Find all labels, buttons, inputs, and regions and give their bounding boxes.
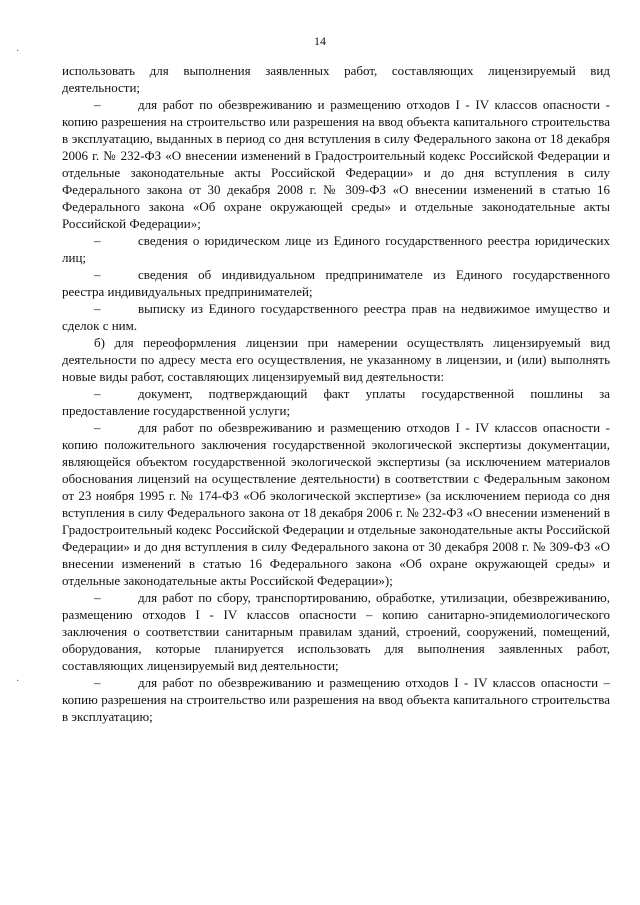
margin-mark: ·: [16, 676, 20, 687]
list-item: – для работ по обезвреживанию и размещению отходов I - IV классов опасности - копию разрешения на строительство или разрешения на ввод объекта капитального строительства в эксплуатацию, выданных в период со дня вступления в силу Федерального закона от 18 декабря 2006 г. № 232-ФЗ «О внесении изменений в Градостроительный кодекс Российской Федерации и отдельные законодательные акты Российской Федерации» и до дня вступления в силу Федерального закона от 30 декабря 2008 г. № 309-ФЗ «О внесении изменений в статью 16 Федерального закона «Об охране окружающей среды» и отдельные законодательные акты Российской Федерации»;: [62, 97, 610, 231]
page-number: 14: [314, 34, 326, 48]
paragraph: б) для переоформления лицензии при намерении осуществлять лицензируемый вид деятельности по адресу места его осуществления, не указанному в лицензии, и (или) выполнять новые виды работ, составляющих лицензируемый вид деятельности:: [62, 335, 610, 384]
margin-mark: ·: [16, 46, 20, 57]
list-item: – для работ по обезвреживанию и размещению отходов I - IV классов опасности - копию положительного заключения государственной экологической экспертизы документации, являющейся объектом государственной экологической экспертизы (за исключением материалов обоснования лицензий на осуществление деятельности) в соответствии с Федеральным законом от 23 ноября 1995 г. № 174-ФЗ «Об экологической экспертизе» (за исключением периода со дня вступления в силу Федерального закона от 18 декабря 2006 г. № 232-ФЗ «О внесении изменений в Градостроительный кодекс Российской Федерации и отдельные законодательные акты Российской Федерации» и до дня вступления в силу Федерального закона от 30 декабря 2008 г. № 309-ФЗ «О внесении изменений в статью 16 Федерального закона «Об охране окружающей среды» и отдельные законодательные акты Российской Федерации»);: [62, 420, 610, 588]
paragraph: использовать для выполнения заявленных работ, составляющих лицензируемый вид деятельности;: [62, 63, 610, 95]
list-item: – сведения о юридическом лице из Единого государственного реестра юридических лиц;: [62, 233, 610, 265]
list-item: – сведения об индивидуальном предпринимателе из Единого государственного реестра индивидуальных предпринимателей;: [62, 267, 610, 299]
document-body: [62, 62, 610, 725]
list-item: – документ, подтверждающий факт уплаты государственной пошлины за предоставление государственной услуги;: [62, 386, 610, 418]
list-item: – для работ по обезвреживанию и размещению отходов I - IV классов опасности – копию разрешения на строительство или разрешения на ввод объекта капитального строительства в эксплуатацию;: [62, 675, 610, 724]
list-item: – выписку из Единого государственного реестра прав на недвижимое имущество и сделок с ним.: [62, 301, 610, 333]
list-item: – для работ по сбору, транспортированию, обработке, утилизации, обезвреживанию, размещению отходов I - IV классов опасности – копию санитарно-эпидемиологического заключения о соответствии санитарным правилам зданий, строений, сооружений, помещений, оборудования, которые планируется использовать для выполнения заявленных работ, составляющих лицензируемый вид деятельности;: [62, 590, 610, 673]
